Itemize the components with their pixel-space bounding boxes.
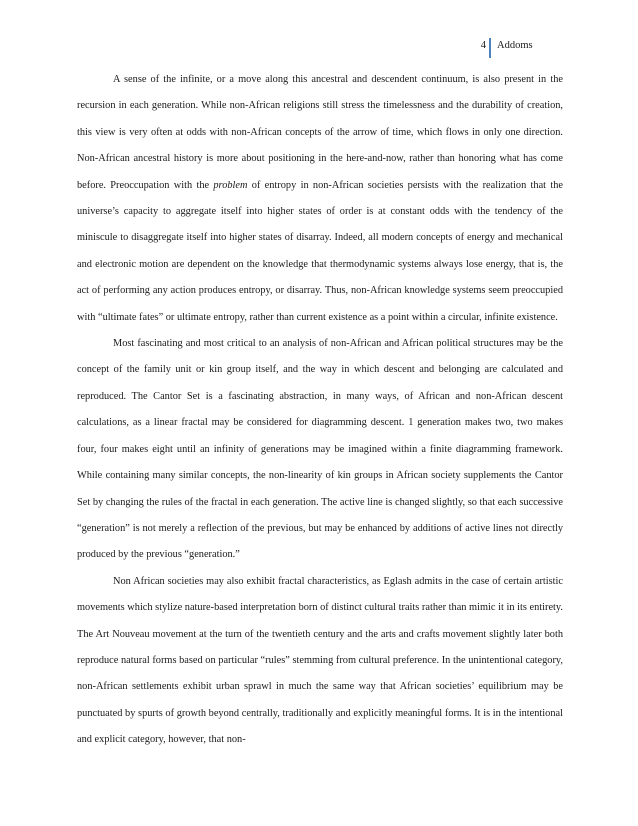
paragraph-entropy-text-1: A sense of the infinite, or a move along this ancestral and descendent continuum, is also present in the recursion in each generation. While non-African religions still stress the timelessness and the durability of creation, this view is very often at odds with non-African concepts of the arrow of time, which flows in only one direction. Non-African ancestral history is more about positioning in the here-and-now, rather than honoring what has come before. Preoccupation with the [77,74,563,191]
paragraph-non-african-fractals: Non African societies may also exhibit fractal characteristics, as Eglash admits in the case of certain artistic movements which stylize nature-based interpretation born of distinct cultural traits rather than mimic it in its entirety. The Art Nouveau movement at the turn of the twentieth century and the arts and crafts movement slightly later both reproduce natural forms based on particular “rules” stemming from cultural preference. In the unintentional category, non-African settlements exhibit urban sprawl in much the same way that African societies’ equilibrium may be punctuated by spurts of growth beyond centrally, traditionally and explicitly meaningful forms. It is in the intentional and explicit category, however, that non- [77,575,563,746]
paragraph-entropy [77,67,563,331]
page-number: 4 [480,40,486,51]
page-header [0,38,638,58]
paragraph-entropy-text-2: of entropy in non-African societies persists with the realization that the universe’s capacity to aggregate itself into higher states of order is at constant odds with the tendency of the miniscule to disaggregate itself into higher states of disarray. Indeed, all modern concepts of energy and mechanical and electronic motion are dependent on the knowledge that thermodynamic systems always lose energy, that is, the act of performing any action produces entropy, or disarray. Thus, non-African knowledge systems seem preoccupied with “ultimate fates” or ultimate entropy, rather than current existence as a point within a circular, infinite existence. [77,179,563,323]
header-divider [489,38,491,58]
paragraph-entropy-emphasis: problem [213,179,248,191]
document-body [77,67,563,754]
paragraph-cantor-set: Most fascinating and most critical to an analysis of non-African and African political structures may be the concept of the family unit or kin group itself, and the way in which descent and belonging are calculated and reproduced. The Cantor Set is a fascinating abstraction, in many ways, of African and non-African descent calculations, as a linear fractal may be considered for diagramming descent. 1 generation makes two, two makes four, four makes eight until an infinity of generations may be imagined within a finite diagramming framework. While containing many similar concepts, the non-linearity of kin groups in African society supplements the Cantor Set by changing the rules of the fractal in each generation. The active line is changed slightly, so that each successive “generation” is not merely a reflection of the previous, but may be enhanced by additions of active lines not directly produced by the previous “generation.” [77,338,563,561]
header-author: Addoms [497,40,533,51]
